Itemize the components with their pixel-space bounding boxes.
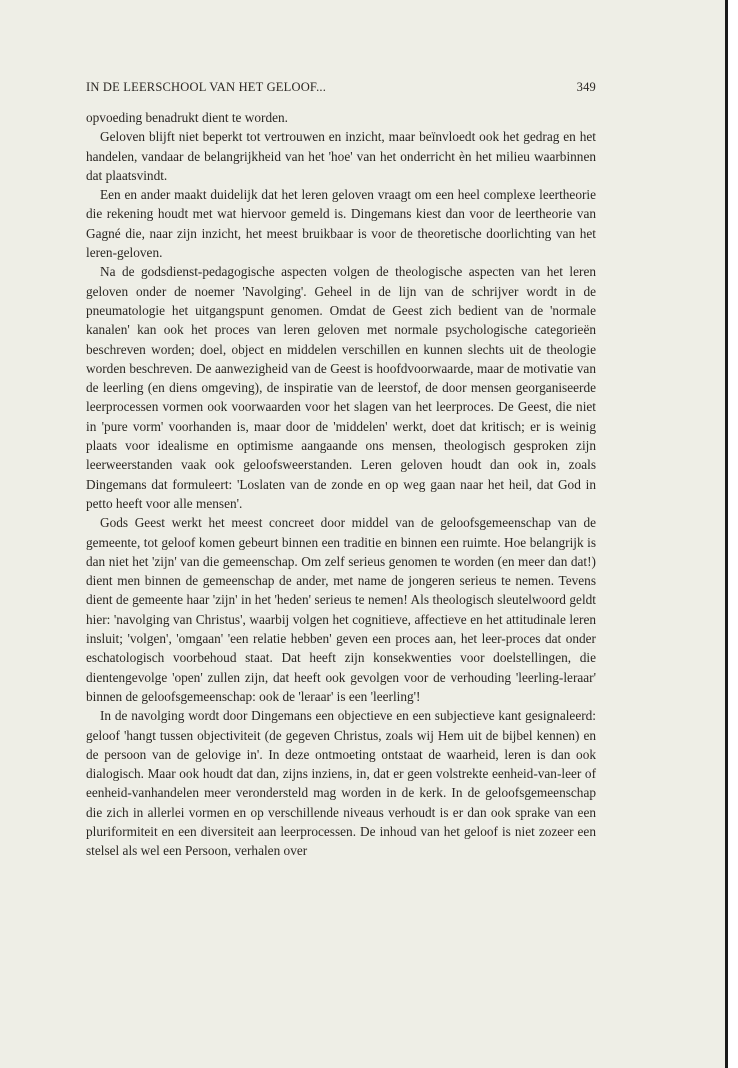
running-header (86, 80, 596, 95)
paragraph: opvoeding benadrukt dient te worden. (86, 110, 288, 125)
paragraph: In de navolging wordt door Dingemans een objectieve en een subjectieve kant gesignaleerd: geloof 'hangt tussen objectiviteit (de gegeven Christus, zoals wij Hem uit de bijbel kennen) en de persoon van de gelovige in'. In deze ontmoeting ontstaat de waarheid, leren is dan ook dialogisch. Maar ook houdt dat dan, zijns inziens, in, dat er geen volstrekte eenheid-van-leer of eenheid-vanhandelen meer verondersteld mag worden in de kerk. In de geloofsgemeenschap die zich in allerlei vormen en op verschillende niveaus verhoudt is er dan ook sprake van een pluriformiteit en een diversiteit aan leerprocessen. De inhoud van het geloof is niet zozeer een stelsel als wel een Persoon, verhalen over (86, 708, 596, 859)
page-number: 349 (576, 80, 596, 94)
paragraph: Een en ander maakt duidelijk dat het leren geloven vraagt om een heel complexe leertheorie die rekening houdt met wat hiervoor gemeld is. Dingemans kiest dan voor de leertheorie van Gagné die, naar zijn inzicht, het meest bruikbaar is voor de theoretische doorlichting van het leren-geloven. (86, 187, 596, 261)
paragraph: Gods Geest werkt het meest concreet door middel van de geloofsgemeenschap van de gemeente, tot geloof komen gebeurt binnen een traditie en binnen een ruimte. Hoe belangrijk is dan niet het 'zijn' van die gemeenschap. Om zelf serieus genomen te worden (en meer dan dat!) dient men binnen de gemeenschap de ander, met name de jongeren serieus te nemen. Tevens dient de gemeente haar 'zijn' in het 'heden' serieus te nemen! Als theologisch sleutelwoord geldt hier: 'navolging van Christus', waarbij volgen het cognitieve, affectieve en het attitudinale leren insluit; 'volgen', 'omgaan' 'een relatie hebben' geven een proces aan, het leer-proces dat onder eschatologisch voorbehoud staat. Dat heeft zijn konsekwenties voor doelstellingen, die dientengevolge 'open' zullen zijn, dat heeft ook gevolgen voor de verhouding 'leerling-leraar' binnen de geloofsgemeenschap: ook de 'leraar' is een 'leerling'! (86, 515, 596, 704)
body-text (86, 108, 596, 861)
running-title: IN DE LEERSCHOOL VAN HET GELOOF... (86, 80, 327, 94)
paragraph: Na de godsdienst-pedagogische aspecten volgen de theologische aspecten van het leren geloven onder de noemer 'Navolging'. Geheel in de lijn van de schrijver wordt in de pneumatologie het uitgangspunt genomen. Omdat de Geest zich bedient van de 'normale kanalen' kan ook het proces van leren geloven met normale psychologische categorieën beschreven worden; doel, object en middelen verschillen en kunnen slechts uit de theologie worden beschreven. De aanwezigheid van de Geest is hoofdvoorwaarde, maar de motivatie van de leerling (en diens omgeving), de inspiratie van de leerstof, de door mensen georganiseerde leerprocessen vormen ook voorwaarden voor het slagen van het leerproces. De Geest, die niet in 'pure vorm' voorhanden is, maar door de 'middelen' werkt, doet dat kritisch; er is weinig plaats voor idealisme en optimisme aangaande ons mensen, theologisch gesproken zijn leerweerstanden vaak ook geloofsweerstanden. Leren geloven houdt dan ook in, zoals Dingemans dat formuleert: 'Loslaten van de zonde en op weg gaan naar het heil, dat God in petto heeft voor alle mensen'. (86, 264, 596, 511)
paragraph: Geloven blijft niet beperkt tot vertrouwen en inzicht, maar beïnvloedt ook het gedrag en het handelen, vandaar de belangrijkheid van het 'hoe' van het onderricht èn het milieu waarbinnen dat plaatsvindt. (86, 129, 596, 183)
